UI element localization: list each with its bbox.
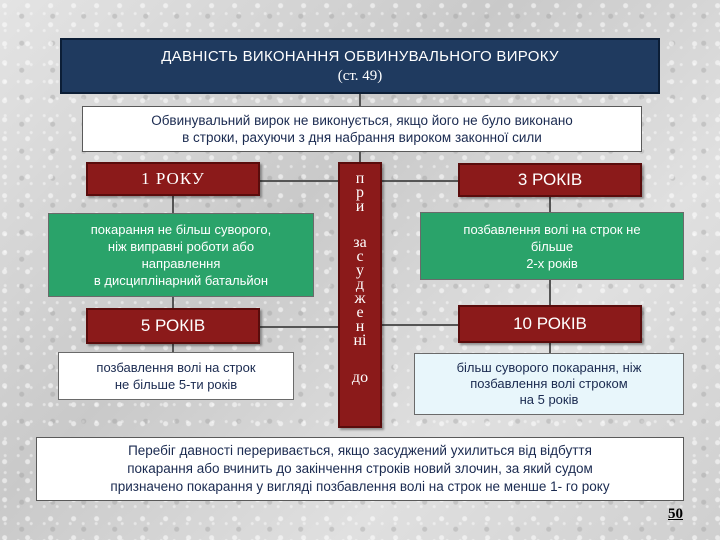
connector-right-horizontal-10 [382, 324, 458, 326]
ten-years-description [414, 353, 684, 415]
one-year-desc-line: направлення [141, 256, 221, 271]
footer-line-2: покарання або вчинить до закінчення строків новий злочин, за який судом [127, 461, 593, 476]
connector-left-horizontal [260, 180, 338, 182]
connector-10years-desc [549, 343, 551, 353]
one-year-label: 1 РОКУ [141, 169, 205, 188]
three-years-header [458, 163, 642, 197]
three-years-desc-line: 2-х років [526, 255, 578, 271]
main-rule-line-1: Обвинувальний вирок не виконується, якщо його не було виконано [151, 113, 573, 128]
ten-years-label: 10 РОКІВ [513, 314, 587, 333]
connector-title-main [359, 94, 361, 106]
footer-line-1: Перебіг давності переривається, якщо засуджений ухилиться від відбуття [128, 443, 592, 458]
five-years-label: 5 РОКІВ [140, 316, 206, 335]
connector-desc-10years [549, 280, 551, 305]
ten-years-desc-line: на 5 років [519, 392, 579, 407]
five-years-header [86, 308, 260, 344]
one-year-header [86, 162, 260, 196]
connector-5years-desc [172, 344, 174, 352]
connector-1year-desc [172, 196, 174, 213]
ten-years-header [458, 305, 642, 343]
vertical-connector-box [338, 162, 382, 428]
vertical-text-bottom: до [351, 369, 369, 386]
ten-years-desc-line: позбавлення волі строком [470, 376, 628, 391]
connector-left-horizontal-5 [260, 326, 338, 328]
vertical-text-middle: засудженні [353, 234, 367, 349]
article-reference: (ст. 49) [337, 67, 383, 84]
one-year-desc-line: покарання не більш суворого, [90, 222, 272, 237]
page-title: ДАВНІСТЬ ВИКОНАННЯ ОБВИНУВАЛЬНОГО ВИРОКУ [161, 47, 559, 65]
one-year-desc-line: в дисциплінарний батальйон [93, 273, 269, 288]
connector-3years-desc [549, 197, 551, 212]
page-number: 50 [668, 506, 683, 522]
connector-right-horizontal [382, 180, 458, 182]
ten-years-desc-line: більш суворого покарання, ніж [456, 360, 642, 375]
vertical-text-top: при [355, 170, 365, 215]
three-years-desc-line: більше [530, 238, 574, 254]
one-year-description [48, 213, 314, 297]
title-box [60, 38, 660, 94]
footer-line-3: призначено покарання у вигляді позбавлення волі на строк не менше 1- го року [110, 479, 610, 494]
five-years-description [58, 352, 294, 400]
five-years-desc-line: не більше 5-ти років [114, 377, 238, 392]
connector-main-vertical [359, 152, 361, 162]
three-years-label: 3 РОКІВ [517, 170, 583, 189]
one-year-desc-line: ніж виправні роботи або [107, 239, 255, 254]
footer-note-box [36, 437, 684, 501]
main-rule-box [82, 106, 642, 152]
three-years-description [420, 212, 684, 280]
three-years-desc-line: позбавлення волі на строк не [463, 221, 641, 237]
connector-desc-5years [172, 297, 174, 308]
main-rule-line-2: в строки, рахуючи з дня набрання вироком законної сили [182, 130, 542, 145]
five-years-desc-line: позбавлення волі на строк [96, 360, 256, 375]
